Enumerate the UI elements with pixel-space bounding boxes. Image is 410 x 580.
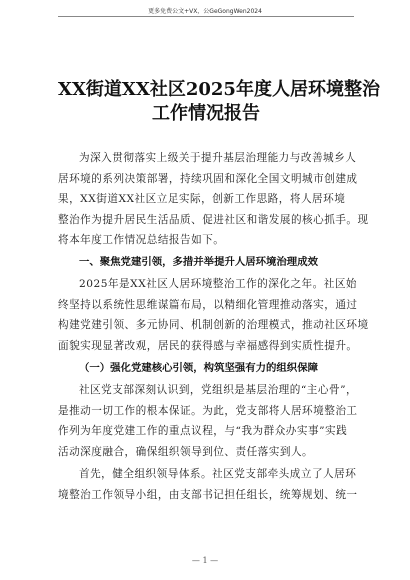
section1-line: 2025年是XX社区人居环境整治工作的深化之年。社区始 — [79, 278, 358, 290]
section2-paragraph — [58, 380, 358, 462]
section3-line: 首先，健全组织领导体系。社区党支部牵头成立了人居环 — [79, 468, 357, 480]
section2-line: 活动深度融合，确保组织领导到位、责任落实到人。 — [58, 445, 314, 458]
document-title — [58, 78, 380, 126]
section2-line: 是推动一切工作的根本保证。为此，党支部将人居环境整治工 — [58, 404, 358, 417]
header-watermark: 更多免费公文+VX，公GeGongWen2024 — [148, 8, 262, 15]
section3-paragraph — [58, 464, 358, 505]
section3-line: 境整治工作领导小组，由支部书记担任组长，统筹规划、统一 — [58, 488, 358, 501]
intro-line: 居环境的系列决策部署，持续巩固和深化全国文明城市创建成 — [58, 172, 358, 185]
header-rule — [58, 16, 354, 17]
subsection-heading-1: （一）强化党建核心引领，构筑坚强有力的组织保障 — [79, 362, 318, 374]
intro-line: 果，XX街道XX社区立足实际，创新工作思路，将人居环境 — [58, 193, 346, 205]
intro-line: 整治作为提升居民生活品质、促进社区和谐发展的核心抓手。现 — [58, 213, 369, 226]
section1-paragraph — [58, 274, 369, 356]
title-line-1: XX街道XX社区2025年度人居环境整治 — [58, 79, 380, 100]
section1-line: 面貌实现显著改观，居民的获得感与幸福感得到实质性提升。 — [58, 339, 358, 352]
intro-paragraph — [58, 148, 369, 251]
section-heading-1: 一、聚焦党建引领，多措并举提升人居环境治理成效 — [79, 256, 318, 268]
intro-line: 为深入贯彻落实上级关于提升基层治理能力与改善城乡人 — [79, 152, 357, 164]
section1-line: 终坚持以系统性思维谋篇布局，以精细化管理推动落实，通过 — [58, 298, 358, 311]
section1-line: 构建党建引领、多元协同、机制创新的治理模式，推动社区环境 — [58, 319, 369, 331]
section2-line: 社区党支部深刻认识到，党组织是基层治理的“主心骨”， — [79, 384, 358, 396]
title-line-2: 工作情况报告 — [152, 103, 260, 124]
section2-line: 作列为年度党建工作的重点议程，与“我为群众办实事”实践 — [58, 425, 348, 437]
page-number: — 1 — — [191, 556, 219, 565]
intro-line: 将本年度工作情况总结报告如下。 — [58, 234, 225, 246]
